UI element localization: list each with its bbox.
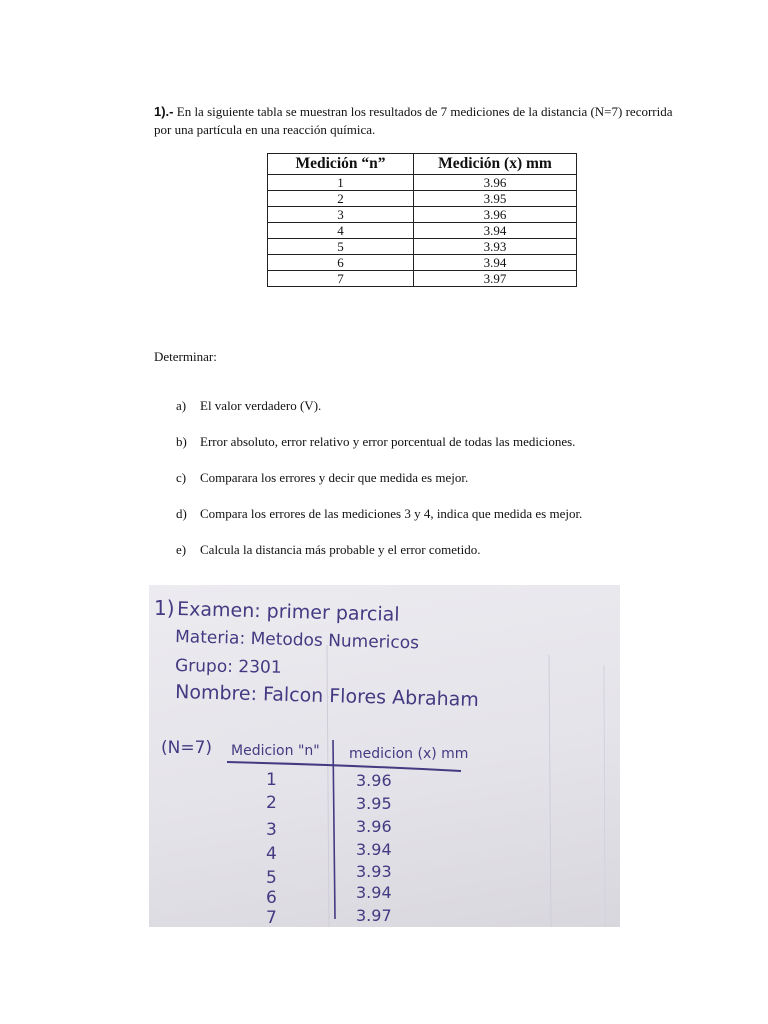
handwritten-answer-photo — [149, 585, 620, 927]
question-number: 1).- — [154, 104, 174, 119]
item-letter: c) — [176, 470, 187, 485]
hw-cell-n: 1 — [266, 770, 277, 790]
hw-cell-x: 3.94 — [356, 840, 392, 859]
cell-n: 7 — [268, 271, 414, 287]
question-intro — [154, 103, 674, 139]
table-row — [268, 175, 577, 191]
hw-cell-n: 4 — [266, 844, 277, 864]
cell-x: 3.96 — [414, 207, 577, 223]
table-row — [268, 223, 577, 239]
item-text: Comparara los errores y decir que medida es mejor. — [200, 470, 469, 485]
hw-cell-x: 3.96 — [356, 817, 392, 836]
hw-n-label: (N=7) — [161, 738, 213, 758]
cell-x: 3.97 — [414, 271, 577, 287]
hw-col-n: Medicion "n" — [231, 743, 320, 759]
cell-x: 3.94 — [414, 223, 577, 239]
cell-n: 1 — [268, 175, 414, 191]
cell-x: 3.95 — [414, 191, 577, 207]
hw-line-exam: Examen: primer parcial — [176, 598, 400, 626]
hw-cell-x: 3.97 — [356, 906, 392, 925]
table-row — [268, 255, 577, 271]
hw-column-divider — [333, 740, 335, 919]
handwritten-sheet — [149, 585, 620, 927]
item-letter: e) — [176, 542, 187, 557]
item-text: Error absoluto, error relativo y error porcentual de todas las mediciones. — [200, 434, 576, 449]
hw-cell-x: 3.93 — [356, 862, 392, 881]
paper-fold-line — [604, 665, 605, 927]
measurements-table — [267, 153, 577, 287]
item-text: Compara los errores de las mediciones 3 y 4, indica que medida es mejor. — [200, 506, 583, 521]
cell-n: 2 — [268, 191, 414, 207]
hw-line-grupo: Grupo: 2301 — [174, 656, 282, 678]
hw-cell-n: 6 — [266, 888, 277, 908]
hw-number: 1) — [154, 596, 175, 620]
cell-x: 3.96 — [414, 175, 577, 191]
hw-cell-n: 5 — [266, 868, 277, 888]
cell-n: 4 — [268, 223, 414, 239]
item-text: Calcula la distancia más probable y el error cometido. — [200, 542, 481, 557]
cell-x: 3.94 — [414, 255, 577, 271]
hw-line-nombre: Nombre: Falcon Flores Abraham — [174, 681, 480, 711]
item-letter: b) — [176, 434, 187, 449]
item-text: El valor verdadero (V). — [200, 398, 322, 413]
hw-cell-x: 3.95 — [356, 794, 392, 813]
hw-line-materia: Materia: Metodos Numericos — [174, 627, 420, 654]
determinar-label: Determinar: — [154, 349, 217, 364]
hw-header-underline — [227, 762, 461, 771]
header-medicion-x: Medición (x) mm — [414, 154, 577, 175]
hw-col-x: medicion (x) mm — [349, 746, 469, 762]
hw-cell-n: 3 — [266, 820, 277, 840]
table-header-row — [268, 154, 577, 175]
hw-cell-x: 3.96 — [356, 771, 392, 790]
table-row — [268, 239, 577, 255]
paper-fold-line — [549, 655, 551, 927]
cell-n: 3 — [268, 207, 414, 223]
hw-cell-n: 2 — [266, 793, 277, 813]
hw-cell-n: 7 — [266, 908, 277, 927]
hw-cell-x: 3.94 — [356, 883, 392, 902]
header-medicion-n: Medición “n” — [268, 154, 414, 175]
table-row — [268, 191, 577, 207]
table-row — [268, 271, 577, 287]
question-text: En la siguiente tabla se muestran los resultados de 7 mediciones de la distancia (N=7) recorrida por una partícula en una reacción química. — [154, 104, 673, 137]
table-row — [268, 207, 577, 223]
item-letter: d) — [176, 506, 187, 521]
cell-n: 5 — [268, 239, 414, 255]
cell-x: 3.93 — [414, 239, 577, 255]
item-letter: a) — [176, 398, 187, 413]
cell-n: 6 — [268, 255, 414, 271]
